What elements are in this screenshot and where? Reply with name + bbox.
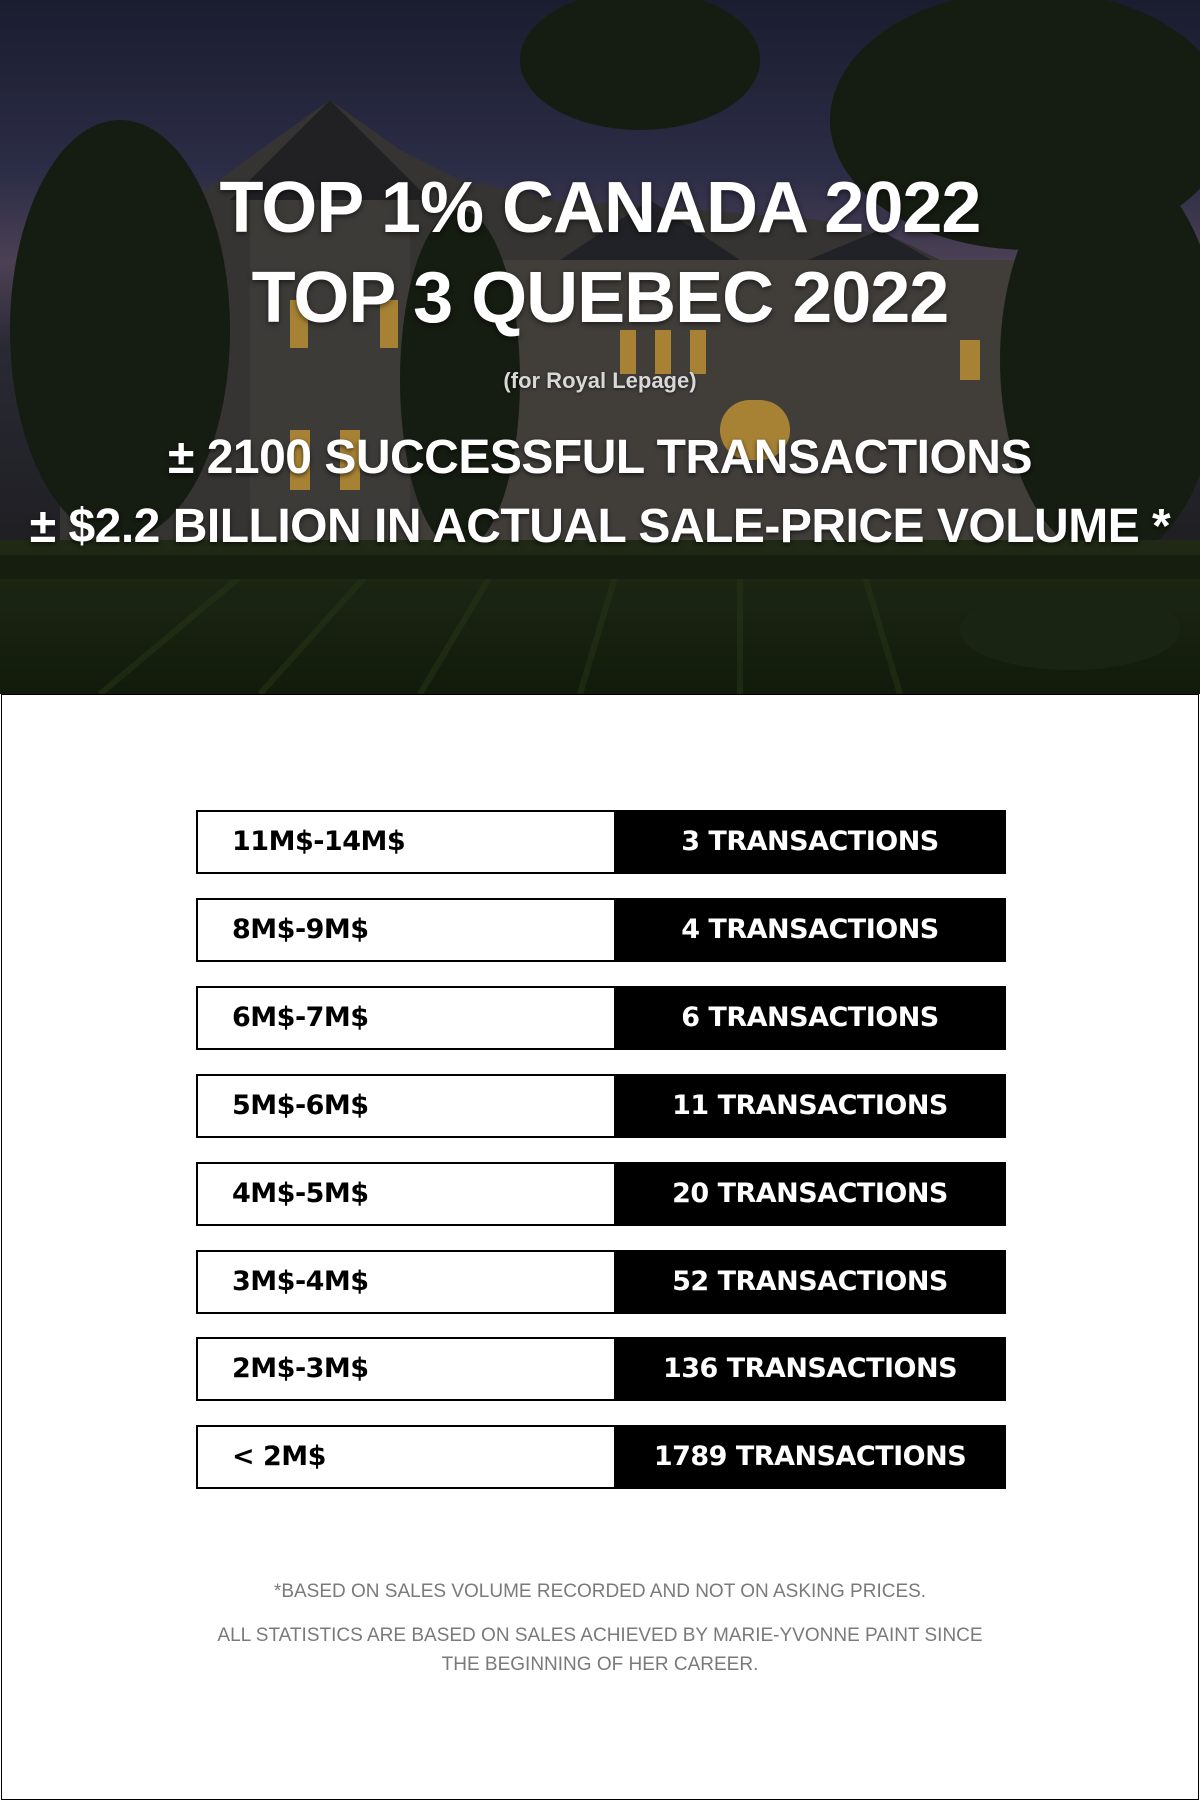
table-row [196,986,1006,1050]
brokerage-note: (for Royal Lepage) [503,368,697,393]
transaction-count-cell: 136 TRANSACTIONS [614,1337,1006,1401]
table-row [196,1162,1006,1226]
table-row [196,1337,1006,1401]
table-row [196,898,1006,962]
price-range-cell: 8M$-9M$ [196,898,614,962]
transaction-count-cell: 52 TRANSACTIONS [614,1250,1006,1314]
transaction-count-cell: 1789 TRANSACTIONS [614,1425,1006,1489]
price-range-cell: 2M$-3M$ [196,1337,614,1401]
footnote-sales-volume: *BASED ON SALES VOLUME RECORDED AND NOT ON ASKING PRICES. [273,1581,927,1602]
transactions-stat: ± 2100 SUCCESSFUL TRANSACTIONS [168,431,1032,484]
footnote-statistics: ALL STATISTICS ARE BASED ON SALES ACHIEVED BY MARIE-YVONNE PAINT SINCE THE BEGINNING OF HER CAREER. [217,1625,983,1675]
price-range-cell: < 2M$ [196,1425,614,1489]
table-row [196,810,1006,874]
transactions-panel [1,694,1199,1800]
transaction-count-cell: 11 TRANSACTIONS [614,1074,1006,1138]
table-row [196,1425,1006,1489]
transaction-count-cell: 6 TRANSACTIONS [614,986,1006,1050]
price-range-cell: 5M$-6M$ [196,1074,614,1138]
price-range-cell: 3M$-4M$ [196,1250,614,1314]
price-range-cell: 6M$-7M$ [196,986,614,1050]
hero-banner [0,0,1200,694]
transaction-count-cell: 3 TRANSACTIONS [614,810,1006,874]
transaction-count-cell: 20 TRANSACTIONS [614,1162,1006,1226]
volume-stat: ± $2.2 BILLION IN ACTUAL SALE-PRICE VOLUME * [29,500,1171,553]
table-row [196,1250,1006,1314]
price-range-cell: 4M$-5M$ [196,1162,614,1226]
hero-text-block [0,0,1200,694]
headline-canada: TOP 1% CANADA 2022 [219,168,981,248]
price-range-cell: 11M$-14M$ [196,810,614,874]
table-row [196,1074,1006,1138]
headline-quebec: TOP 3 QUEBEC 2022 [251,258,949,338]
transaction-count-cell: 4 TRANSACTIONS [614,898,1006,962]
